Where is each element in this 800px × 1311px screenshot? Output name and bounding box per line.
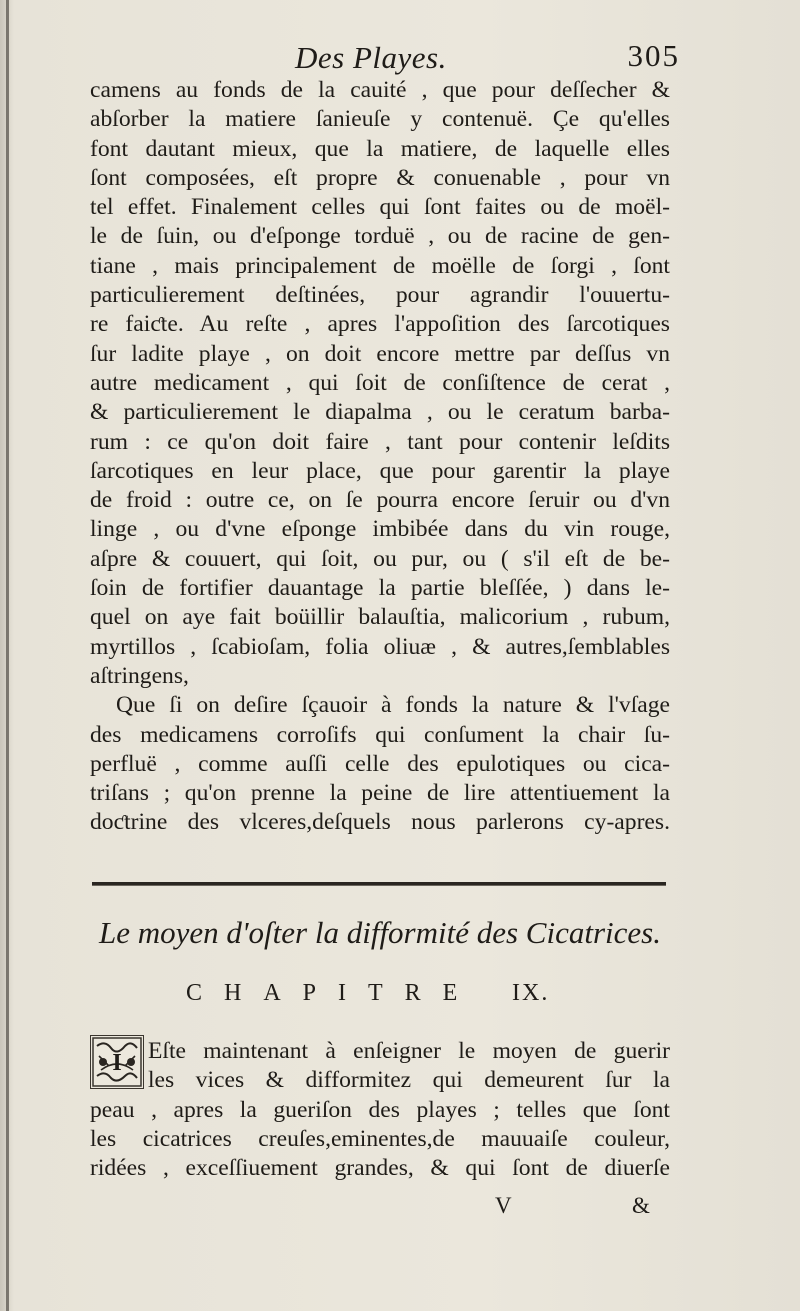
text-line: ſoin de fortifier dauantage la partie bleſſée, ) dans le- — [90, 575, 670, 602]
text-line: Que ſi on deſire ſçauoir à fonds la nature & l'vſage — [116, 692, 670, 719]
text-line: linge , ou d'vne eſponge imbibée dans du vin rouge, — [90, 516, 670, 543]
signature-mark: V — [495, 1193, 512, 1218]
text-line: perfluë , comme auſſi celle des epulotiques ou cica- — [90, 750, 670, 777]
text-line: aſpre & couuert, qui ſoit, ou pur, ou ( s'il eſt de be- — [90, 545, 670, 572]
gutter-shadow — [6, 0, 9, 1311]
text-line: triſans ; qu'on prenne la peine de lire attentiuement la — [90, 780, 670, 807]
text-line: ſur ladite playe , on doit encore mettre par deſſus vn — [90, 340, 670, 367]
text-line: quel on aye fait boüillir balauſtia, malicorium , rubum, — [90, 604, 670, 631]
text-line: abſorber la matiere ſanieuſe y contenuë. Çe qu'elles — [90, 106, 670, 133]
text-line: le de ſuin, ou d'eſponge torduë , ou de racine de gen- — [90, 223, 670, 250]
text-line: font dautant mieux, que la matiere, de laquelle elles — [90, 135, 670, 162]
chapter-text — [90, 1037, 670, 1183]
section-divider — [92, 882, 666, 885]
body-text — [90, 76, 670, 838]
chapter-number: IX. — [512, 980, 550, 1006]
text-line: doƈtrine des vlceres,deſquels nous parlerons cy-apres. — [90, 809, 670, 836]
text-line: & particulierement le diapalma , ou le ceratum barba- — [90, 399, 670, 426]
text-line: de froid : outre ce, on ſe pourra encore ſeruir ou d'vn — [90, 487, 670, 514]
chapter-label: CHAPITRE — [186, 980, 480, 1006]
text-line: particulierement deſtinées, pour agrandir l'ouuertu- — [90, 282, 670, 309]
text-line: Eſte maintenant à enſeigner le moyen de guerir — [148, 1038, 670, 1064]
text-line: aſtringens, — [90, 662, 189, 689]
catchword: & — [632, 1193, 650, 1218]
text-line: ſont composées, eſt propre & conuenable , pour vn — [90, 164, 670, 191]
text-line: peau , apres la gueriſon des playes ; telles que ſont — [90, 1096, 670, 1123]
text-line: ſarcotiques en leur place, que pour garentir la playe — [90, 457, 670, 484]
text-line: re faiƈte. Au reſte , apres l'appoſition des ſarcotiques — [90, 311, 670, 338]
text-line: les vices & difformitez qui demeurent ſur la — [148, 1067, 670, 1094]
page-header — [90, 36, 690, 80]
text-line: autre medicament , qui ſoit de conſiſtence de cerat , — [90, 369, 670, 396]
text-line: camens au fonds de la cauité , que pour deſſecher & — [90, 77, 670, 103]
text-line: tiane , mais principalement de moëlle de ſorgi , ſont — [90, 252, 670, 279]
text-line: myrtillos , ſcabioſam, folia oliuæ , & autres,ſemblables — [90, 633, 670, 660]
ornament-letter: I — [112, 1050, 122, 1076]
text-line: rum : ce qu'on doit faire , tant pour contenir leſdits — [90, 428, 670, 455]
text-line: des medicamens corroſifs qui conſument la chair ſu- — [90, 721, 670, 748]
section-title: Le moyen d'oſter la difformité des Cicatrices. — [99, 915, 661, 950]
text-line: tel effet. Finalement celles qui ſont faites ou de moël- — [90, 194, 670, 221]
page-number: 305 — [627, 38, 680, 73]
text-line: ridées , exceſſiuement grandes, & qui ſont de diuerſe — [90, 1155, 670, 1182]
text-line: les cicatrices creuſes,eminentes,de mauuaiſe couleur, — [90, 1125, 670, 1152]
running-title: Des Playes. — [295, 40, 447, 75]
